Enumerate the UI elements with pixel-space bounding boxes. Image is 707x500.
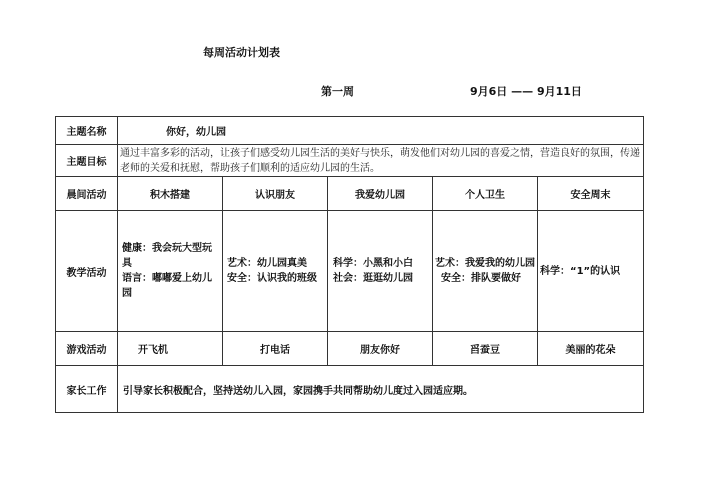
game-item: 开飞机: [118, 332, 223, 366]
teaching-line: 安全：认识我的班级: [227, 273, 317, 284]
teaching-line: 艺术：我爱我的幼儿园: [435, 258, 535, 269]
row-games: [56, 332, 644, 366]
row-parents: [56, 366, 644, 413]
game-item: 舀蚕豆: [433, 332, 538, 366]
teaching-cell: [538, 211, 644, 332]
morning-item: 我爱幼儿园: [328, 177, 433, 211]
teaching-line: 科学：“1”的认识: [540, 265, 621, 277]
week-label: 第一周: [321, 85, 354, 98]
teaching-label: 教学活动: [56, 211, 118, 332]
morning-item: 个人卫生: [433, 177, 538, 211]
morning-label: 晨间活动: [56, 177, 118, 211]
teaching-line: 语言：嘟嘟爱上幼儿园: [122, 273, 212, 299]
game-item: 朋友你好: [328, 332, 433, 366]
parents-label: 家长工作: [56, 366, 118, 413]
teaching-cell: [433, 211, 538, 332]
theme-goal-value: 通过丰富多彩的活动，让孩子们感受幼儿园生活的美好与快乐，萌发他们对幼儿园的喜爱之情，营造良好的氛围，传递老师的关爱和抚慰，帮助孩子们顺利的适应幼儿园的生活。: [118, 145, 644, 177]
game-item: 美丽的花朵: [538, 332, 644, 366]
date-range: 9月6日 —— 9月11日: [470, 85, 582, 98]
row-theme-name: [56, 117, 644, 145]
theme-name-label: 主题名称: [56, 117, 118, 145]
parents-value: 引导家长积极配合，坚持送幼儿入园，家园携手共同帮助幼儿度过入园适应期。: [118, 366, 644, 413]
teaching-line: 安全：排队要做好: [441, 273, 521, 284]
teaching-line: 社会：逛逛幼儿园: [333, 273, 413, 284]
teaching-line: 健康：我会玩大型玩具: [122, 243, 212, 269]
teaching-cell: [328, 211, 433, 332]
games-label: 游戏活动: [56, 332, 118, 366]
row-theme-goal: [56, 145, 644, 177]
teaching-line: 科学：小黑和小白: [333, 258, 413, 269]
theme-name-value: 你好，幼儿园: [118, 117, 644, 145]
morning-item: 积木搭建: [118, 177, 223, 211]
game-item: 打电话: [223, 332, 328, 366]
morning-item: 认识朋友: [223, 177, 328, 211]
teaching-cell: [118, 211, 223, 332]
theme-goal-label: 主题目标: [56, 145, 118, 177]
teaching-line: 艺术：幼儿园真美: [227, 258, 307, 269]
teaching-cell: [223, 211, 328, 332]
document-title: 每周活动计划表: [203, 46, 280, 59]
row-morning: [56, 177, 644, 211]
weekly-plan-table: [55, 116, 644, 413]
row-teaching: [56, 211, 644, 332]
morning-item: 安全周末: [538, 177, 644, 211]
